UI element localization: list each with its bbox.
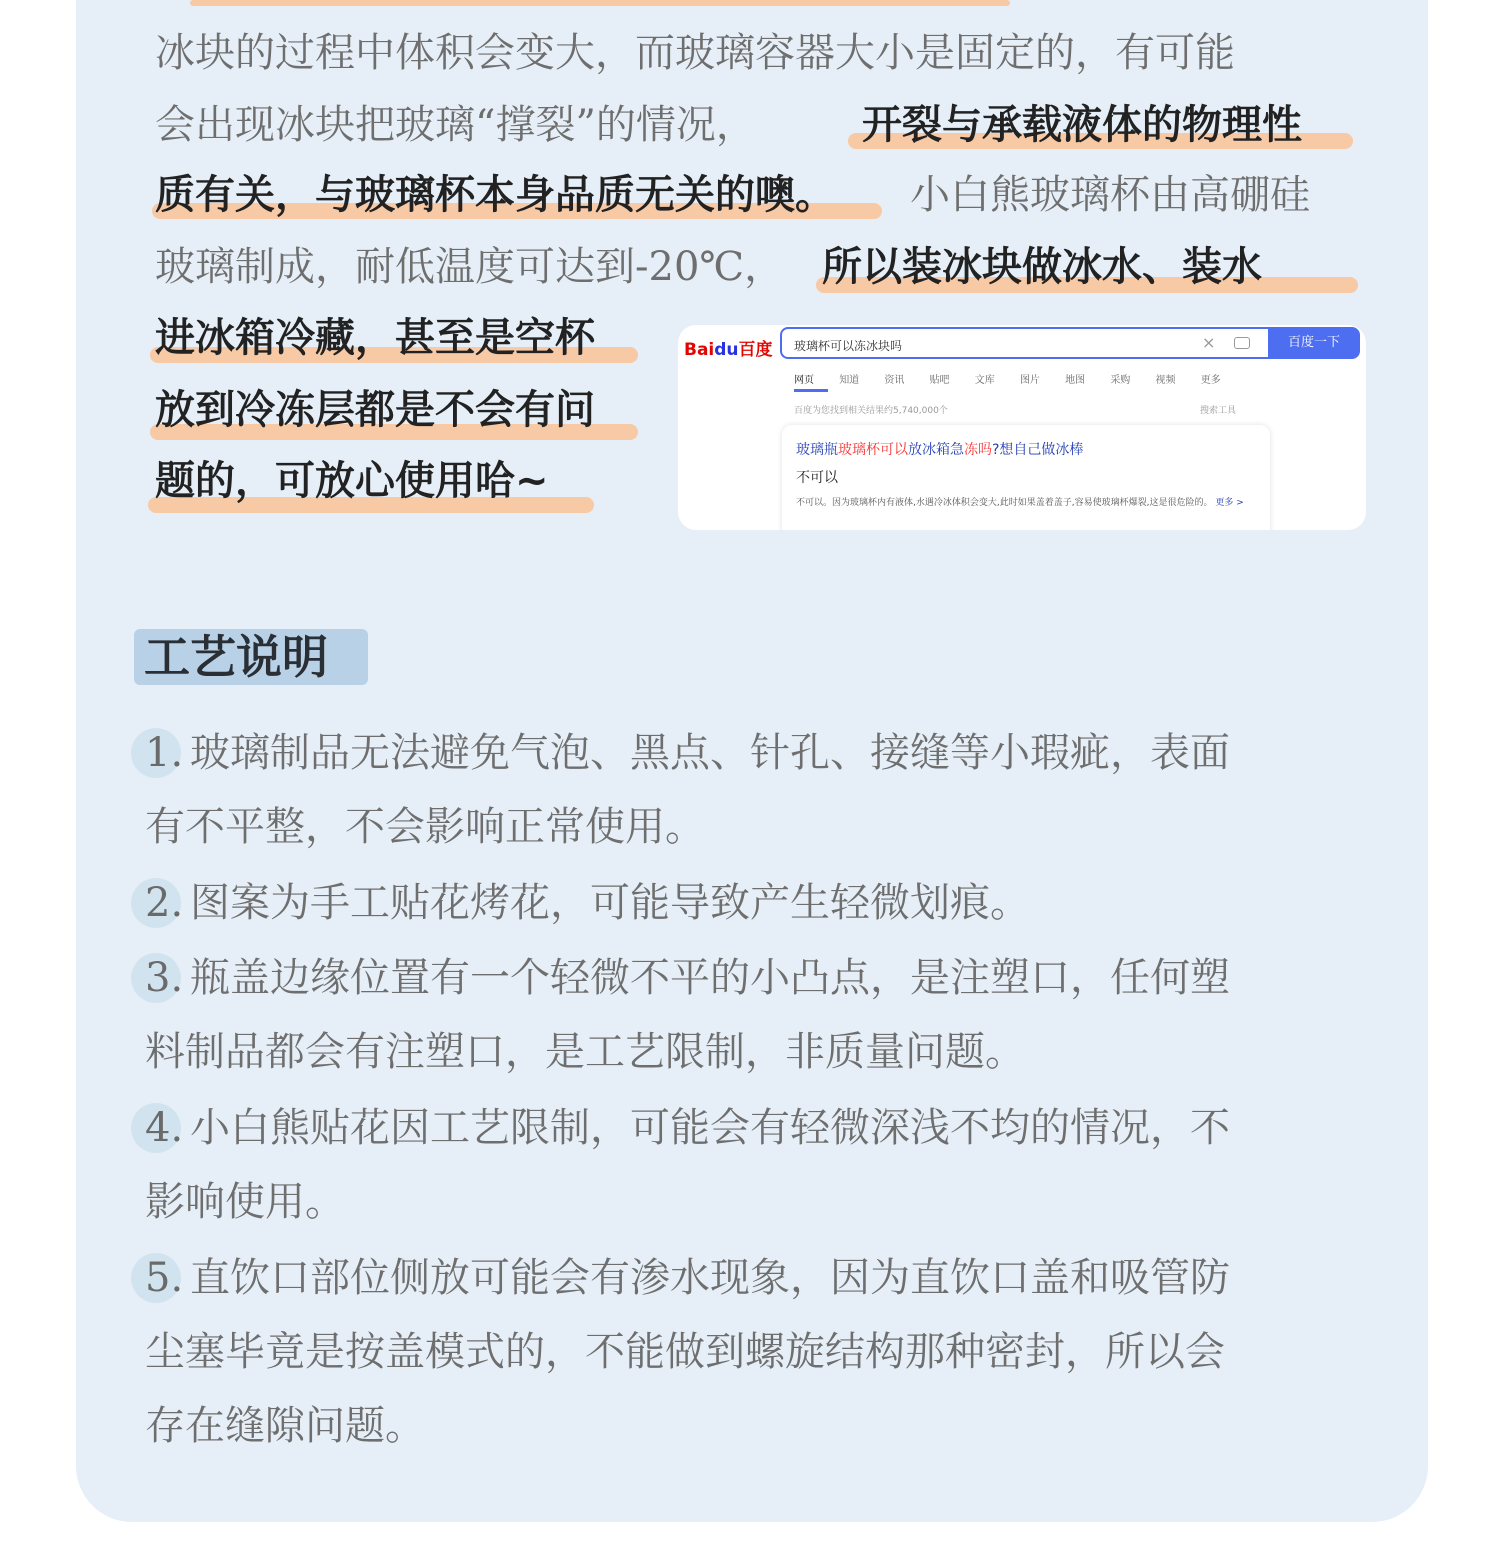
section-title [134, 629, 368, 685]
search-screenshot [678, 325, 1366, 530]
result-answer: 不可以 [796, 470, 838, 486]
search-input[interactable] [780, 327, 1268, 359]
intro-line-3-bold: 质有关，与玻璃杯本身品质无关的噢。 [155, 172, 835, 218]
search-nav [794, 371, 1243, 387]
tab-more[interactable]: 更多 [1200, 375, 1221, 386]
search-button[interactable]: 百度一下 [1268, 327, 1360, 359]
tab-images[interactable]: 图片 [1019, 375, 1040, 386]
item-5-line-3: 存在缝隙问题。 [145, 1403, 425, 1449]
clear-icon[interactable]: × [1202, 333, 1216, 352]
tab-news[interactable]: 资讯 [884, 375, 905, 386]
tab-web[interactable]: 网页 [794, 375, 814, 386]
item-number: 5. [145, 1255, 184, 1301]
tab-tieba[interactable]: 贴吧 [929, 375, 950, 386]
item-5-line-2: 尘塞毕竟是按盖模式的，不能做到螺旋结构那种密封，所以会 [145, 1329, 1225, 1375]
tab-map[interactable]: 地图 [1065, 375, 1086, 386]
paw-icon: du [714, 340, 739, 360]
item-number: 2. [145, 880, 184, 926]
intro-line-5-bold: 进冰箱冷藏，甚至是空杯 [155, 315, 595, 361]
more-link[interactable]: 更多 > [1215, 498, 1244, 508]
intro-line-6-bold: 放到冷冻层都是不会有问 [155, 387, 595, 433]
baidu-logo: Baidu百度 [684, 340, 773, 360]
intro-line-3-normal: 小白熊玻璃杯由高硼硅 [910, 172, 1310, 218]
item-number: 1. [145, 730, 184, 776]
intro-line-2-normal: 会出现冰块把玻璃“撑裂”的情况， [155, 102, 756, 148]
search-query: 玻璃杯可以冻冰块吗 [794, 339, 903, 353]
tab-wenku[interactable]: 文库 [974, 375, 995, 386]
item-3-line-1: 瓶盖边缘位置有一个轻微不平的小凸点，是注塑口，任何塑 [190, 955, 1230, 1001]
tab-video[interactable]: 视频 [1155, 375, 1176, 386]
active-tab-indicator [794, 389, 828, 392]
item-1-line-2: 有不平整，不会影响正常使用。 [145, 804, 705, 850]
intro-line-4-normal: 玻璃制成，耐低温度可达到-20℃， [155, 244, 785, 290]
item-number: 3. [145, 955, 184, 1001]
result-description: 不可以。因为玻璃杯内有液体,水遇冷冰体积会变大,此时如果盖着盖子,容易使玻璃杯爆裂,这是很危险的。 更多 > [796, 498, 1244, 508]
result-count: 百度为您找到相关结果约5,740,000个 [794, 406, 948, 416]
search-tools[interactable]: 搜索工具 [1200, 406, 1237, 416]
intro-line-2-bold: 开裂与承载液体的物理性 [862, 102, 1302, 148]
result-card[interactable] [782, 425, 1270, 530]
item-4-line-2: 影响使用。 [145, 1179, 345, 1225]
intro-line-1: 冰块的过程中体积会变大，而玻璃容器大小是固定的，有可能 [155, 30, 1235, 76]
item-3-line-2: 料制品都会有注塑口，是工艺限制，非质量问题。 [145, 1029, 1025, 1075]
item-number: 4. [145, 1105, 184, 1151]
item-5-line-1: 直饮口部位侧放可能会有渗水现象，因为直饮口盖和吸管防 [190, 1255, 1230, 1301]
intro-line-7-bold: 题的，可放心使用哈~ [155, 458, 549, 504]
cut-highlight [190, 0, 1010, 6]
item-1-line-1: 玻璃制品无法避免气泡、黑点、针孔、接缝等小瑕疵，表面 [190, 730, 1230, 776]
item-4-line-1: 小白熊贴花因工艺限制，可能会有轻微深浅不均的情况，不 [190, 1105, 1230, 1151]
intro-line-4-bold: 所以装冰块做冰水、装水 [822, 244, 1262, 290]
camera-icon[interactable] [1234, 337, 1250, 349]
result-title[interactable]: 玻璃瓶玻璃杯可以放冰箱急冻吗?想自己做冰棒 [796, 442, 1084, 458]
section-title-text: 工艺说明 [144, 630, 328, 684]
tab-shop[interactable]: 采购 [1110, 375, 1131, 386]
tab-zhidao[interactable]: 知道 [839, 375, 860, 386]
item-2-line-1: 图案为手工贴花烤花，可能导致产生轻微划痕。 [190, 880, 1030, 926]
